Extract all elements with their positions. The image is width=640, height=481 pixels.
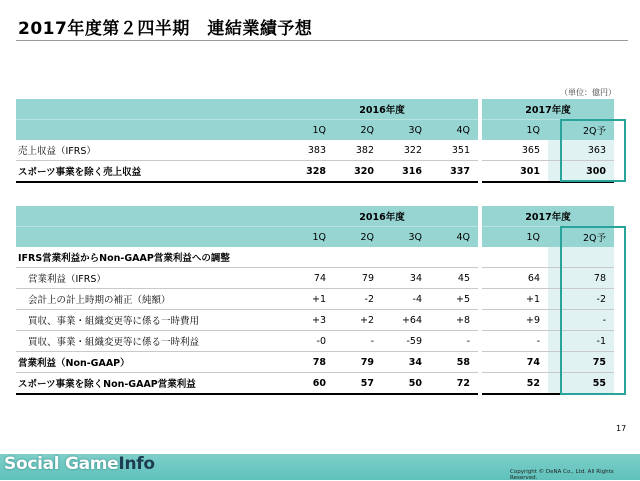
cell-value: 320 <box>334 161 382 183</box>
table-row <box>16 331 614 352</box>
header-quarter: 1Q <box>286 120 334 141</box>
cell-value: 79 <box>334 268 382 289</box>
cell-value: 316 <box>382 161 430 183</box>
header-quarter-forecast: 2Q予 <box>548 227 614 248</box>
cell-value: 72 <box>430 373 478 395</box>
cell-value: +9 <box>482 310 548 331</box>
cell-value: - <box>334 331 382 352</box>
cell-value: +8 <box>430 310 478 331</box>
header-quarter: 4Q <box>430 227 478 248</box>
table-header-years <box>16 206 614 227</box>
watermark-main: Social Game <box>4 454 119 474</box>
cell-value: +2 <box>334 310 382 331</box>
cell-value: 60 <box>286 373 334 395</box>
cell-value: 301 <box>482 161 548 183</box>
row-label: スポーツ事業を除くNon-GAAP営業利益 <box>16 373 286 395</box>
header-quarter: 3Q <box>382 227 430 248</box>
header-quarter: 1Q <box>286 227 334 248</box>
cell-value-forecast: -1 <box>548 331 614 352</box>
cell-value: 50 <box>382 373 430 395</box>
cell-value-forecast: 55 <box>548 373 614 395</box>
row-label: スポーツ事業を除く売上収益 <box>16 161 286 183</box>
table-header-quarters <box>16 120 614 141</box>
cell-value: 57 <box>334 373 382 395</box>
header-quarter: 1Q <box>482 120 548 141</box>
row-label: 買収、事業・組織変更等に係る一時費用 <box>16 310 286 331</box>
header-quarter: 1Q <box>482 227 548 248</box>
header-quarter: 2Q <box>334 227 382 248</box>
cell-value: 64 <box>482 268 548 289</box>
cell-value: +1 <box>482 289 548 310</box>
header-quarter: 3Q <box>382 120 430 141</box>
table-row <box>16 268 614 289</box>
forecast-highlight-box <box>560 119 626 182</box>
cell-value: 383 <box>286 140 334 161</box>
table-header-years <box>16 99 614 120</box>
watermark-accent: Info <box>118 454 155 474</box>
row-label: 会計上の計上時期の補正（純額） <box>16 289 286 310</box>
cell-value: 79 <box>334 352 382 373</box>
cell-value: 34 <box>382 268 430 289</box>
table-row <box>16 140 614 161</box>
cell-value-forecast: 300 <box>548 161 614 183</box>
header-fy2017: 2017年度 <box>482 206 614 227</box>
cell-value: +5 <box>430 289 478 310</box>
table-row <box>16 161 614 183</box>
cell-value: 382 <box>334 140 382 161</box>
table-row <box>16 310 614 331</box>
cell-value-forecast: 78 <box>548 268 614 289</box>
cell-value: 45 <box>430 268 478 289</box>
cell-value: 74 <box>286 268 334 289</box>
cell-value: +64 <box>382 310 430 331</box>
copyright-text: Copyright © DeNA Co., Ltd. All Rights Reserved. <box>510 469 614 481</box>
cell-value: 365 <box>482 140 548 161</box>
row-label: 買収、事業・組織変更等に係る一時利益 <box>16 331 286 352</box>
header-fy2016: 2016年度 <box>286 206 478 227</box>
row-label: 売上収益（IFRS） <box>16 140 286 161</box>
cell-value-forecast: 363 <box>548 140 614 161</box>
cell-value: 78 <box>286 352 334 373</box>
table-header-quarters <box>16 227 614 248</box>
page-number: 17 <box>616 424 627 433</box>
table-row <box>16 352 614 373</box>
table-row <box>16 373 614 395</box>
header-blank <box>16 99 286 120</box>
cell-value: -4 <box>382 289 430 310</box>
row-label: 営業利益（IFRS） <box>16 268 286 289</box>
section-label: IFRS営業利益からNon-GAAP営業利益への調整 <box>16 247 286 268</box>
cell-value: +1 <box>286 289 334 310</box>
cell-value: -59 <box>382 331 430 352</box>
cell-value: -2 <box>334 289 382 310</box>
cell-value: - <box>482 331 548 352</box>
page-title: 2017年度第２四半期 連結業績予想 <box>18 19 313 39</box>
cell-value: -0 <box>286 331 334 352</box>
header-fy2017: 2017年度 <box>482 99 614 120</box>
cell-value: 328 <box>286 161 334 183</box>
cell-value-forecast: - <box>548 310 614 331</box>
cell-value: 34 <box>382 352 430 373</box>
cell-value: 74 <box>482 352 548 373</box>
revenue-table <box>16 99 614 183</box>
header-quarter: 2Q <box>334 120 382 141</box>
unit-label: （単位：億円） <box>560 88 616 97</box>
operating-profit-table <box>16 206 614 395</box>
cell-value-forecast: -2 <box>548 289 614 310</box>
cell-value: 52 <box>482 373 548 395</box>
header-fy2016: 2016年度 <box>286 99 478 120</box>
forecast-highlight-box <box>560 226 626 395</box>
header-quarter-forecast: 2Q予 <box>548 120 614 141</box>
cell-value: 351 <box>430 140 478 161</box>
header-quarter: 4Q <box>430 120 478 141</box>
cell-value: 322 <box>382 140 430 161</box>
row-label: 営業利益（Non-GAAP） <box>16 352 286 373</box>
cell-value: 58 <box>430 352 478 373</box>
cell-value: +3 <box>286 310 334 331</box>
table-row <box>16 289 614 310</box>
cell-value: - <box>430 331 478 352</box>
section-row <box>16 247 614 268</box>
cell-value: 337 <box>430 161 478 183</box>
title-underline <box>16 40 628 41</box>
cell-value-forecast: 75 <box>548 352 614 373</box>
watermark-logo <box>4 454 155 474</box>
